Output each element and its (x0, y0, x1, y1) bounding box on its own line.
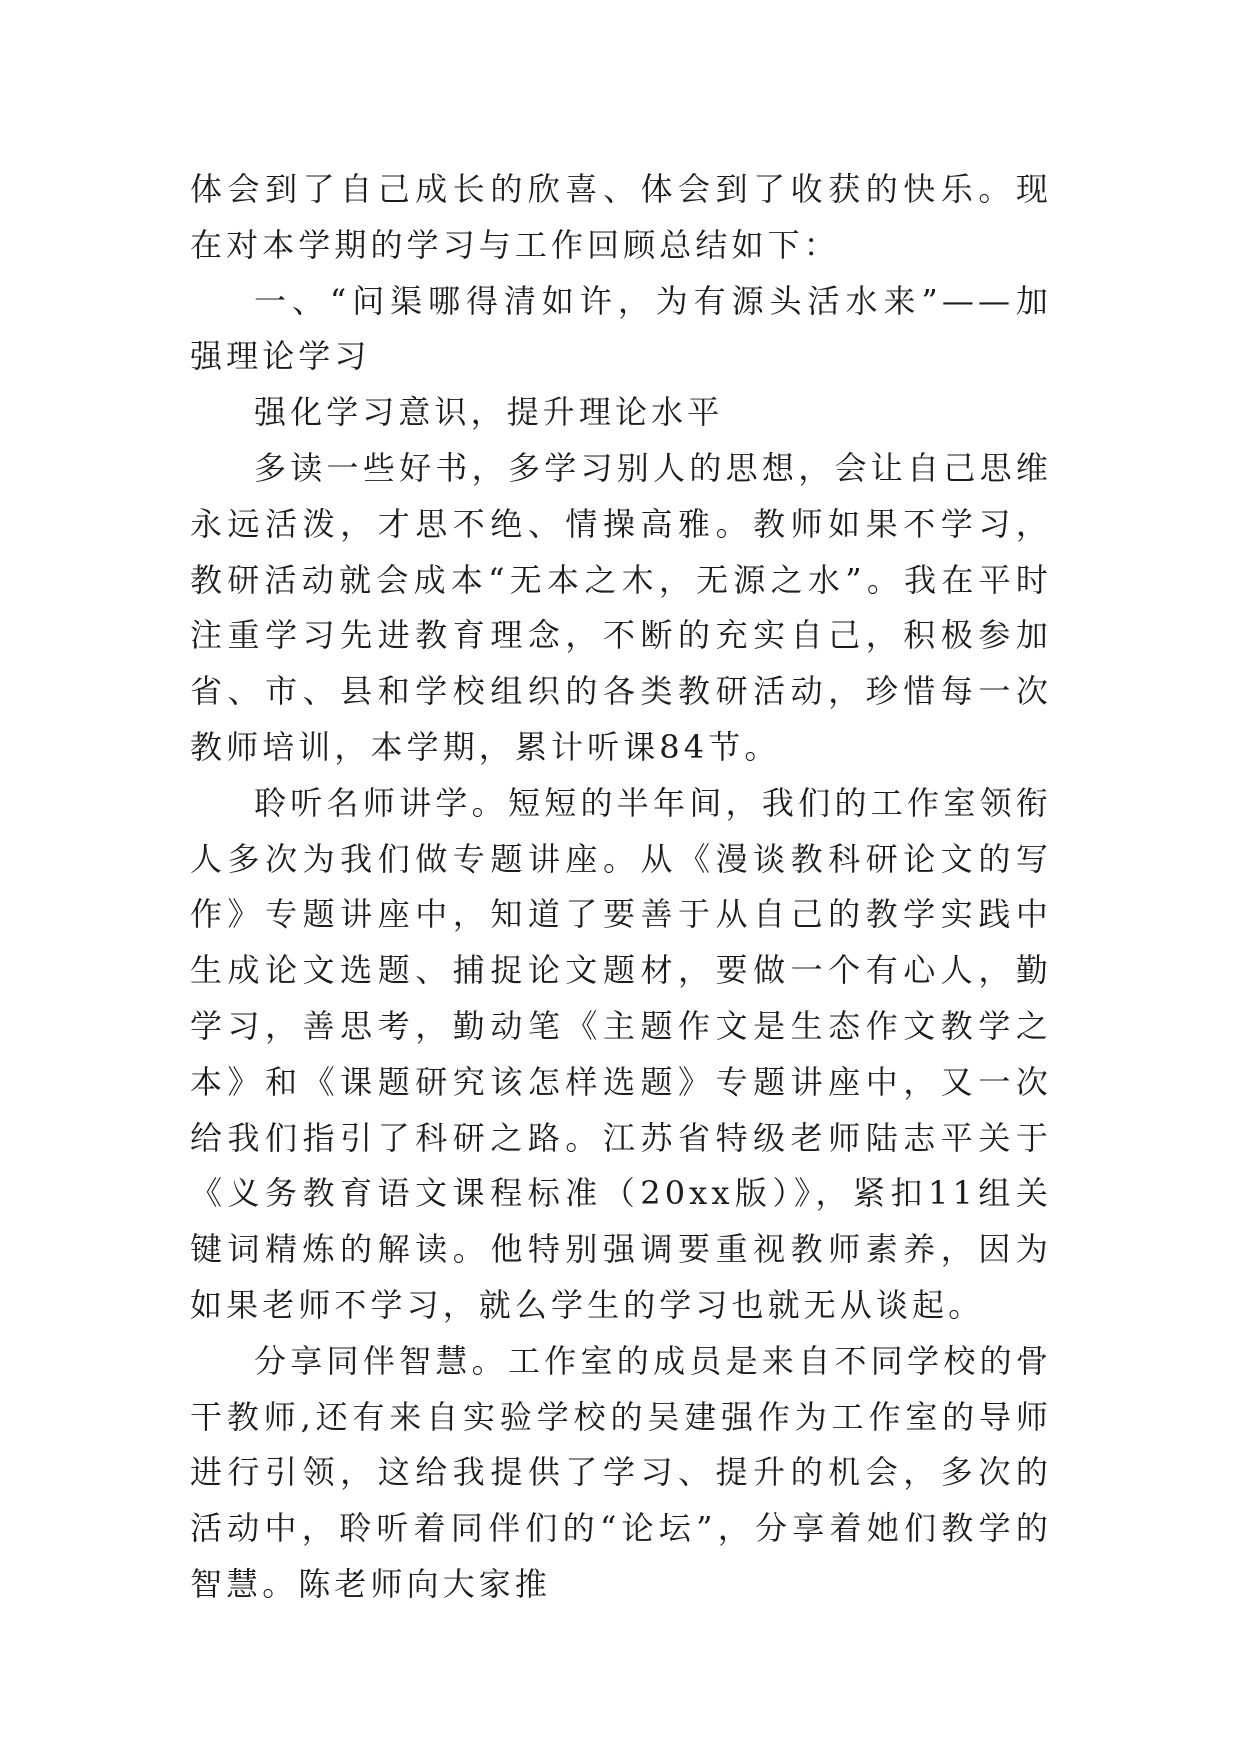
paragraph-intro-continuation: 体会到了自己成长的欣喜、体会到了收获的快乐。现在对本学期的学习与工作回顾总结如下： (190, 170, 1052, 264)
section-heading-1: 一、“问渠哪得清如许，为有源头活水来”——加强理论学习 (190, 281, 1052, 376)
paragraph-listening-lectures: 聆听名师讲学。短短的半年间，我们的工作室领衔人多次为我们做专题讲座。从《漫谈教科研论文的写作》专题讲座中，知道了要善于从自己的教学实践中生成论文选题、捕捉论文题材，要做一个有心人，勤学习，善思考，勤动笔《主题作文是生态作文教学之本》和《课题研究该怎样选题》专题讲座中，又一次给我们指引了科研之路。江苏省特级老师陆志平关于《义务教育语文课程标准（20xx版）》，紧扣11组关键词精炼的解读。他特别强调要重视教师素养，因为如果老师不学习，就么学生的学习也就无从谈起。 (190, 783, 1052, 1324)
document-body (190, 162, 1052, 1613)
paragraph-sharing-wisdom: 分享同伴智慧。工作室的成员是来自不同学校的骨干教师,还有来自实验学校的吴建强作为工作室的导师进行引领，这给我提供了学习、提升的机会，多次的活动中，聆听着同伴们的“论坛”，分享着她们教学的智慧。陈老师向大家推 (190, 1341, 1052, 1603)
subheading-learning-awareness: 强化学习意识，提升理论水平 (254, 393, 724, 432)
paragraph-reading: 多读一些好书，多学习别人的思想，会让自己思维永远活泼，才思不绝、情操高雅。教师如果不学习，教研活动就会成本“无本之木，无源之水”。我在平时注重学习先进教育理念，不断的充实自己，积极参加省、市、县和学校组织的各类教研活动，珍惜每一次教师培训，本学期，累计听课84节。 (190, 448, 1052, 766)
